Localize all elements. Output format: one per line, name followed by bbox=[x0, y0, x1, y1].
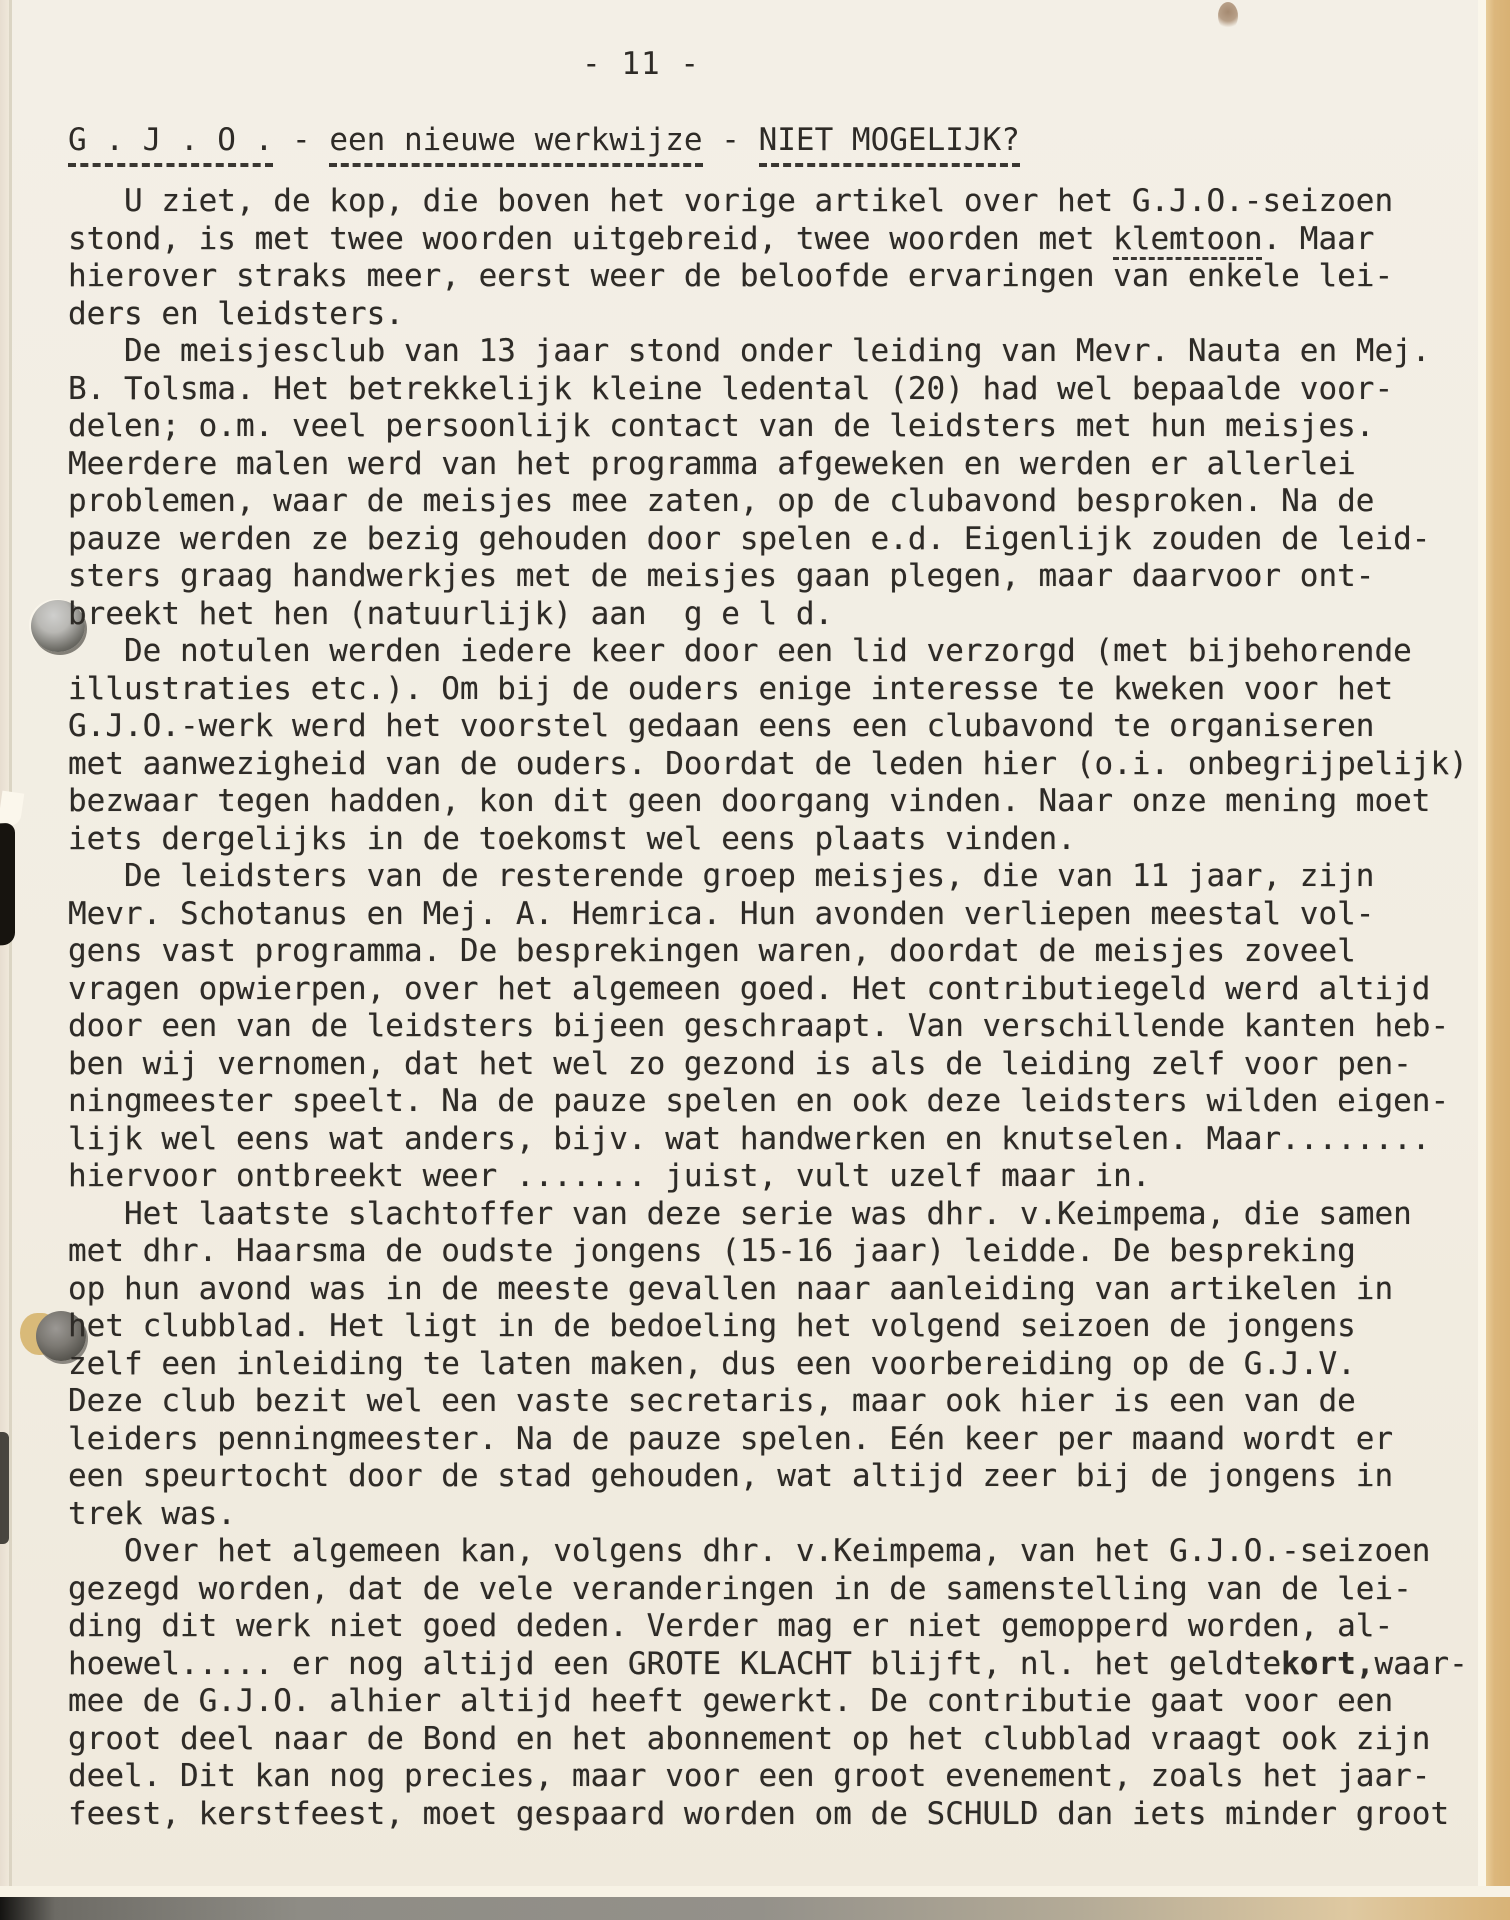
text-segment: delen; o.m. veel persoonlijk contact van de leidsters met hun meisjes. bbox=[68, 408, 1375, 444]
text-segment: Mevr. Schotanus en Mej. A. Hemrica. Hun avonden verliepen meestal vol- bbox=[68, 895, 1375, 932]
text-line bbox=[68, 596, 1480, 634]
text-line bbox=[68, 708, 1480, 746]
right-page-edge-tan bbox=[1486, 0, 1510, 1920]
text-segment: groot deel naar de Bond en het abonnement op het clubblad vraagt ook zijn bbox=[68, 1720, 1431, 1757]
text-line bbox=[68, 1308, 1480, 1346]
text-line bbox=[68, 1721, 1480, 1759]
text-segment: waar- bbox=[1374, 1645, 1468, 1682]
corner-smudge bbox=[1218, 2, 1238, 30]
text-line bbox=[68, 408, 1480, 446]
text-segment: kort, bbox=[1281, 1645, 1375, 1682]
text-line bbox=[68, 1083, 1480, 1121]
text-segment: het clubblad. Het ligt in de bedoeling het volgend seizoen de jongens bbox=[68, 1308, 1356, 1344]
text-segment: trek was. bbox=[68, 1495, 236, 1532]
text-segment: . Maar bbox=[1262, 220, 1375, 257]
text-segment: met dhr. Haarsma de oudste jongens (15-16 jaar) leidde. De bespreking bbox=[68, 1233, 1356, 1269]
text-segment: B. Tolsma. Het betrekkelijk kleine ledental (20) had wel bepaalde voor- bbox=[68, 370, 1394, 407]
text-line bbox=[68, 896, 1480, 934]
torn-paper-flap bbox=[0, 791, 24, 828]
text-segment: hierover straks meer, eerst weer de beloofde ervaringen van enkele lei- bbox=[68, 258, 1394, 294]
text-segment: breekt het hen (natuurlijk) aan g e l d. bbox=[68, 595, 834, 632]
text-line bbox=[68, 1046, 1480, 1084]
text-segment: lijk wel eens wat anders, bijv. wat handwerken en knutselen. Maar........ bbox=[68, 1120, 1431, 1157]
text-segment: gens vast programma. De besprekingen waren, doordat de meisjes zoveel bbox=[68, 933, 1356, 969]
text-segment: problemen, waar de meisjes mee zaten, op de clubavond besproken. Na de bbox=[68, 483, 1375, 519]
text-line bbox=[68, 258, 1480, 296]
text-segment: hoewel..... er nog altijd een GROTE KLACHT blijft, nl. het geldte bbox=[68, 1645, 1282, 1682]
text-line bbox=[68, 183, 1480, 221]
text-line bbox=[68, 933, 1480, 971]
text-line bbox=[68, 371, 1480, 409]
heading-segment: een nieuwe werkwijze bbox=[329, 122, 702, 167]
text-line bbox=[68, 1533, 1480, 1571]
text-line bbox=[68, 1496, 1480, 1534]
text-segment: leiders penningmeester. Na de pauze spelen. Eén keer per maand wordt er bbox=[68, 1420, 1394, 1457]
text-line bbox=[68, 633, 1480, 671]
left-edge-crease bbox=[9, 0, 12, 1920]
text-line bbox=[68, 521, 1480, 559]
text-segment: feest, kerstfeest, moet gespaard worden om de SCHULD dan iets minder groot bbox=[68, 1795, 1450, 1832]
text-line bbox=[68, 1233, 1480, 1271]
heading-segment: - bbox=[702, 122, 759, 158]
text-line bbox=[68, 558, 1480, 596]
text-line bbox=[68, 1608, 1480, 1646]
text-segment: ningmeester speelt. Na de pauze spelen en ook deze leidsters wilden eigen- bbox=[68, 1083, 1450, 1119]
bottom-scanner-band bbox=[0, 1897, 1510, 1920]
article-body bbox=[68, 183, 1480, 1833]
text-line bbox=[68, 1196, 1480, 1234]
text-segment: pauze werden ze bezig gehouden door spelen e.d. Eigenlijk zouden de leid- bbox=[68, 520, 1431, 557]
text-segment: bezwaar tegen hadden, kon dit geen doorgang vinden. Naar onze mening moet bbox=[68, 783, 1431, 819]
text-line bbox=[68, 333, 1480, 371]
text-segment: iets dergelijks in de toekomst wel eens plaats vinden. bbox=[68, 820, 1076, 857]
text-line bbox=[68, 1683, 1480, 1721]
text-line bbox=[68, 483, 1480, 521]
text-line bbox=[68, 446, 1480, 484]
text-line bbox=[68, 858, 1480, 896]
text-line bbox=[68, 296, 1480, 334]
text-segment: gezegd worden, dat de vele veranderingen in de samenstelling van de lei- bbox=[68, 1570, 1412, 1607]
text-segment: met aanwezigheid van de ouders. Doordat de leden hier (o.i. onbegrijpelijk) bbox=[68, 745, 1468, 782]
text-line bbox=[68, 1158, 1480, 1196]
text-segment: op hun avond was in de meeste gevallen naar aanleiding van artikelen in bbox=[68, 1270, 1394, 1307]
text-segment: De notulen werden iedere keer door een lid verzorgd (met bijbehorende bbox=[68, 633, 1412, 669]
article-heading bbox=[68, 122, 1020, 167]
text-line bbox=[68, 746, 1480, 784]
torn-edge-upper bbox=[0, 823, 15, 946]
text-line bbox=[68, 1458, 1480, 1496]
text-segment: ders en leidsters. bbox=[68, 295, 404, 332]
text-segment: G.J.O.-werk werd het voorstel gedaan eens een clubavond te organiseren bbox=[68, 708, 1375, 744]
text-segment: mee de G.J.O. alhier altijd heeft gewerkt. De contributie gaat voor een bbox=[68, 1683, 1394, 1719]
text-line bbox=[68, 1421, 1480, 1459]
text-segment: Over het algemeen kan, volgens dhr. v.Keimpema, van het G.J.O.-seizoen bbox=[68, 1533, 1431, 1569]
text-segment: zelf een inleiding te laten maken, dus een voorbereiding op de G.J.V. bbox=[68, 1345, 1356, 1382]
text-line bbox=[68, 1346, 1480, 1384]
text-segment: U ziet, de kop, die boven het vorige artikel over het G.J.O.-seizoen bbox=[68, 183, 1394, 219]
text-segment: sters graag handwerkjes met de meisjes gaan plegen, maar daarvoor ont- bbox=[68, 558, 1375, 594]
text-segment: stond, is met twee woorden uitgebreid, twee woorden met bbox=[68, 220, 1114, 257]
text-line bbox=[68, 671, 1480, 709]
text-line bbox=[68, 1121, 1480, 1159]
text-segment: een speurtocht door de stad gehouden, wat altijd zeer bij de jongens in bbox=[68, 1458, 1394, 1494]
text-segment: Meerdere malen werd van het programma afgeweken en werden er allerlei bbox=[68, 445, 1356, 482]
text-segment: De meisjesclub van 13 jaar stond onder leiding van Mevr. Nauta en Mej. bbox=[68, 333, 1431, 369]
text-line bbox=[68, 1796, 1480, 1834]
text-line bbox=[68, 971, 1480, 1009]
torn-edge-lower bbox=[0, 1432, 9, 1544]
text-segment: klemtoon bbox=[1113, 221, 1262, 260]
text-segment: deel. Dit kan nog precies, maar voor een groot evenement, zoals het jaar- bbox=[68, 1758, 1431, 1794]
text-line bbox=[68, 221, 1480, 259]
page-number: - 11 - bbox=[582, 46, 700, 82]
heading-segment: NIET MOGELIJK? bbox=[759, 122, 1020, 167]
text-line bbox=[68, 821, 1480, 859]
text-segment: De leidsters van de resterende groep meisjes, die van 11 jaar, zijn bbox=[68, 858, 1375, 894]
heading-segment: - bbox=[273, 122, 330, 158]
bottom-page-edge-highlight bbox=[0, 1886, 1510, 1897]
text-line bbox=[68, 1571, 1480, 1609]
heading-segment: G . J . O . bbox=[68, 122, 273, 167]
text-segment: ben wij vernomen, dat het wel zo gezond is als de leiding zelf voor pen- bbox=[68, 1045, 1412, 1082]
text-segment: vragen opwierpen, over het algemeen goed. Het contributiegeld werd altijd bbox=[68, 970, 1431, 1007]
text-segment: hiervoor ontbreekt weer ....... juist, vult uzelf maar in. bbox=[68, 1158, 1151, 1194]
text-segment: Het laatste slachtoffer van deze serie was dhr. v.Keimpema, die samen bbox=[68, 1195, 1412, 1232]
text-segment: ding dit werk niet goed deden. Verder mag er niet gemopperd worden, al- bbox=[68, 1608, 1394, 1644]
text-segment: Deze club bezit wel een vaste secretaris, maar ook hier is een van de bbox=[68, 1383, 1356, 1419]
text-line bbox=[68, 1758, 1480, 1796]
text-line bbox=[68, 1383, 1480, 1421]
text-segment: illustraties etc.). Om bij de ouders enige interesse te kweken voor het bbox=[68, 670, 1394, 707]
text-line bbox=[68, 783, 1480, 821]
text-line bbox=[68, 1271, 1480, 1309]
text-line bbox=[68, 1646, 1480, 1684]
left-page-edge bbox=[0, 0, 9, 1920]
text-line bbox=[68, 1008, 1480, 1046]
text-segment: door een van de leidsters bijeen geschraapt. Van verschillende kanten heb- bbox=[68, 1008, 1450, 1044]
